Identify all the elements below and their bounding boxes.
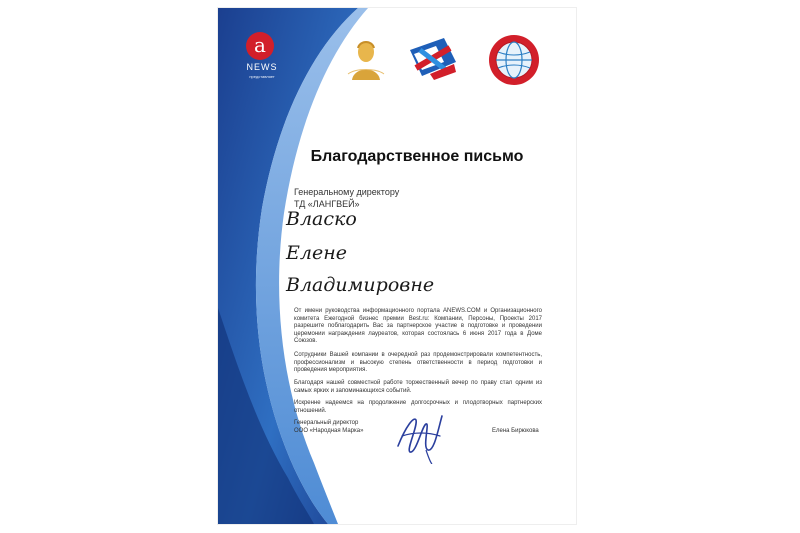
thank-you-letter [218, 8, 576, 524]
addressee [294, 186, 399, 210]
recipient-surname: Власко [286, 208, 357, 230]
anews-logo-text: NEWS [246, 62, 278, 72]
letter-paragraph-2: Сотрудники Вашей компании в очередной раз продемонстрировали компетентность, профессионализм и высокую степень ответственности в период подготовки и проведения мероприятия. [294, 352, 542, 373]
letter-paragraph-1: От имени руководства информационного портала ANEWS.COM и Организационного комитета Ежегодной бизнес премии Best.ru: Компании, Персоны, Проекты 2017 разрешите поблагодарить Вас за партнерское участие в подготовке и проведении церемонии награждения лауреатов, которая состоялась 6 июня 2017 года в Доме Союзов. [294, 308, 542, 344]
letter-paragraph-3: Благодаря нашей совместной работе торжественный вечер по праву стал одним из самых ярких и запоминающихся событий. [294, 380, 542, 394]
blue-red-cross-emblem-icon [406, 36, 460, 82]
signer-name: Елена Бирюкова [492, 428, 539, 434]
signer-position: Генеральный директор [294, 420, 359, 426]
bust-emblem-icon [346, 38, 386, 82]
anews-logo-icon: a [246, 32, 274, 60]
recipient-first-name: Елене [286, 242, 347, 264]
recipient-patronymic: Владимировне [286, 274, 435, 296]
letter-title: Благодарственное письмо [310, 148, 524, 165]
addressee-company: ТД «ЛАНГВЕЙ» [294, 199, 360, 209]
letter-paragraph-4: Искренне надеемся на продолжение долгосрочных и плодотворных партнерских отношений. [294, 400, 542, 414]
signer-title [294, 420, 363, 435]
addressee-position: Генеральному директору [294, 187, 400, 197]
handwritten-signature [392, 406, 450, 464]
red-globe-emblem-icon [488, 34, 540, 86]
signer-organization: ООО «Народная Марка» [294, 427, 364, 434]
anews-tagline: представляет [249, 74, 275, 79]
